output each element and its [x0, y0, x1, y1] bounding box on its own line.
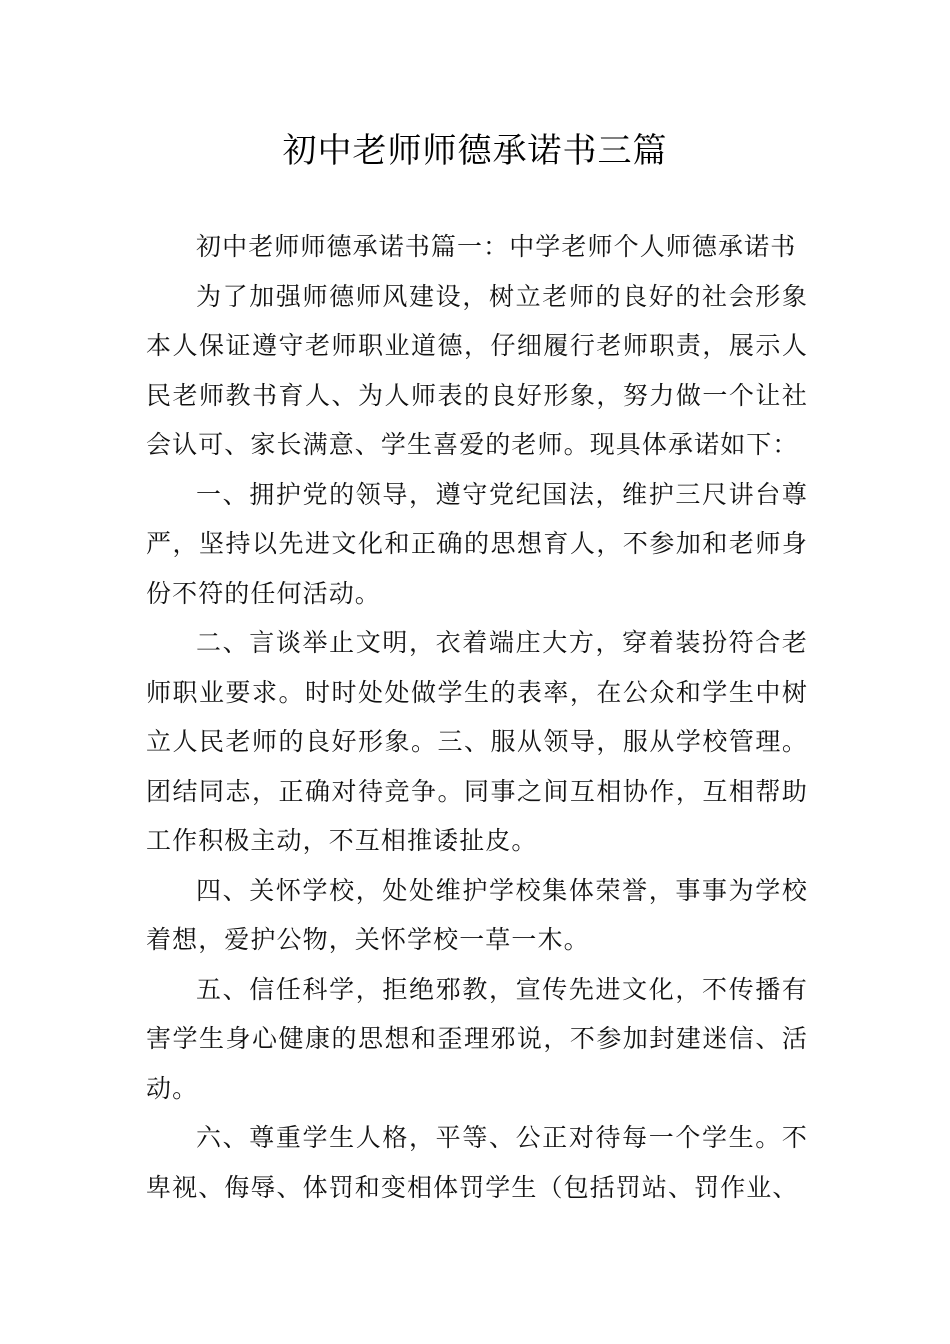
- document-title: 初中老师师德承诺书三篇: [282, 131, 668, 171]
- document-body: [146, 222, 808, 1212]
- paragraph-item-6: 六、尊重学生人格，平等、公正对待每一个学生。不卑视、侮辱、体罚和变相体罚学生（包括罚站、罚作业、: [146, 1123, 808, 1202]
- paragraph-item-1: 一、拥护党的领导，遵守党纪国法，维护三尺讲台尊严，坚持以先进文化和正确的思想育人，不参加和老师身份不符的任何活动。: [146, 479, 808, 608]
- paragraph-item-4: 四、关怀学校，处处维护学校集体荣誉，事事为学校着想，爱护公物，关怀学校一草一木。: [146, 875, 808, 954]
- paragraph-intro: 为了加强师德师风建设，树立老师的良好的社会形象本人保证遵守老师职业道德，仔细履行老师职责，展示人民老师教书育人、为人师表的良好形象，努力做一个让社会认可、家长满意、学生喜爱的老师。现具体承诺如下：: [146, 281, 808, 459]
- paragraph-item-2-3: 二、言谈举止文明，衣着端庄大方，穿着装扮符合老师职业要求。时时处处做学生的表率，在公众和学生中树立人民老师的良好形象。三、服从领导，服从学校管理。团结同志，正确对待竞争。同事之间互相协作，互相帮助工作积极主动，不互相推诿扯皮。: [146, 628, 808, 855]
- paragraph-item-5: 五、信任科学，拒绝邪教，宣传先进文化，不传播有害学生身心健康的思想和歪理邪说，不参加封建迷信、活动。: [146, 974, 808, 1103]
- paragraph-subtitle: 初中老师师德承诺书篇一：中学老师个人师德承诺书: [196, 232, 797, 261]
